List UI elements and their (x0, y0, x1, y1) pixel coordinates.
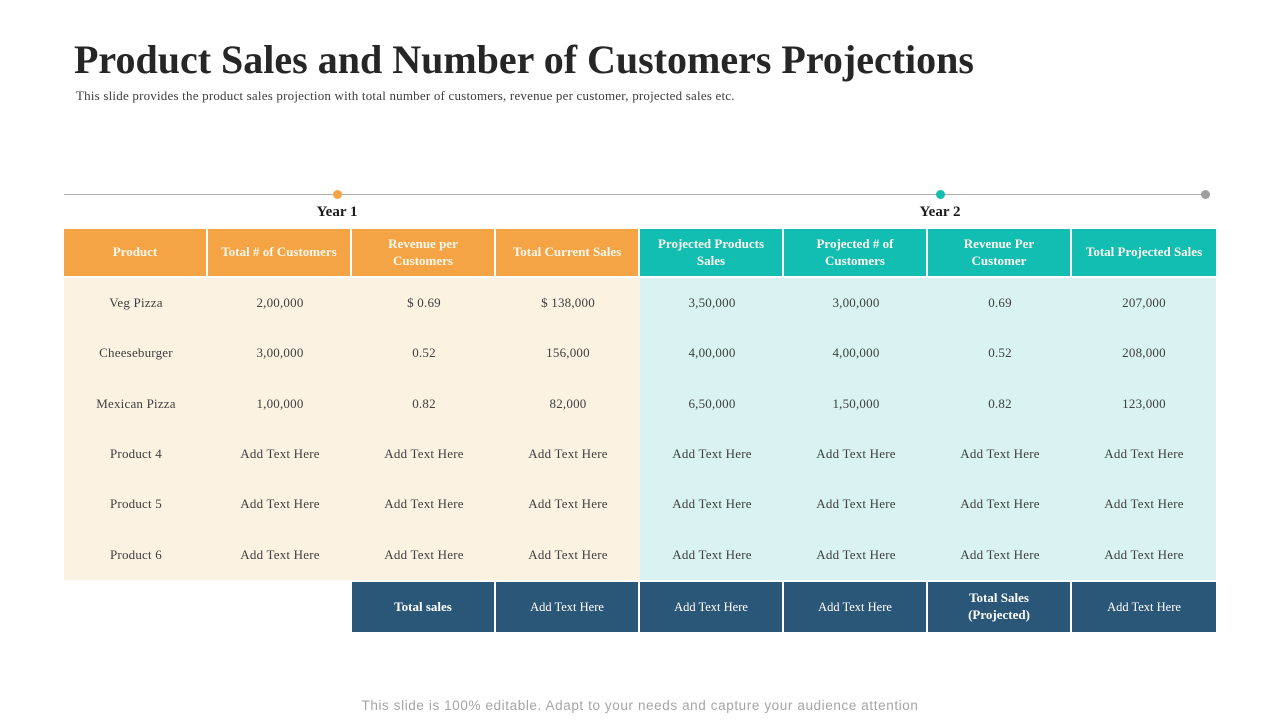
table-cell: 2,00,000 (208, 278, 352, 328)
year1-marker-dot (333, 190, 342, 199)
table-cell: 208,000 (1072, 328, 1216, 378)
table-cell: Mexican Pizza (64, 379, 208, 429)
table-cell: Product 6 (64, 530, 208, 580)
table-cell: Add Text Here (928, 530, 1072, 580)
column-header-projected-products-sales: Projected Products Sales (640, 229, 784, 276)
table-cell: 3,00,000 (784, 278, 928, 328)
table-cell: 0.82 (352, 379, 496, 429)
table-row-cheeseburger (64, 328, 1216, 378)
table-cell: 1,50,000 (784, 379, 928, 429)
table-cell: 3,00,000 (208, 328, 352, 378)
table-row-veg-pizza (64, 278, 1216, 328)
table-cell: 3,50,000 (640, 278, 784, 328)
column-header-total-current-sales: Total Current Sales (496, 229, 640, 276)
year2-label: Year 2 (919, 204, 961, 220)
table-cell: 0.82 (928, 379, 1072, 429)
page-title: Product Sales and Number of Customers Projections (74, 37, 974, 82)
total-row-cell: Add Text Here (784, 582, 928, 632)
timeline-end-dot (1201, 190, 1210, 199)
column-header-total-projected-sales: Total Projected Sales (1072, 229, 1216, 276)
table-row-product-4 (64, 429, 1216, 479)
table-cell: 156,000 (496, 328, 640, 378)
table-cell: 82,000 (496, 379, 640, 429)
table-cell: Add Text Here (928, 429, 1072, 479)
column-header-revenue-per-customers: Revenue per Customers (352, 229, 496, 276)
table-cell: Veg Pizza (64, 278, 208, 328)
table-row-product-6 (64, 530, 1216, 580)
table-cell: 6,50,000 (640, 379, 784, 429)
table-cell: 123,000 (1072, 379, 1216, 429)
table-cell: $ 138,000 (496, 278, 640, 328)
table-cell: Add Text Here (640, 479, 784, 529)
total-sales-cell: Total sales (352, 582, 496, 632)
table-cell: Add Text Here (208, 530, 352, 580)
table-cell: Add Text Here (1072, 429, 1216, 479)
table-cell: 0.52 (928, 328, 1072, 378)
table-cell: Add Text Here (208, 429, 352, 479)
table-total-row (352, 582, 1216, 632)
column-header-revenue-per-customer: Revenue Per Customer (928, 229, 1072, 276)
table-cell: Add Text Here (640, 429, 784, 479)
table-cell: Cheeseburger (64, 328, 208, 378)
table-cell: Add Text Here (640, 530, 784, 580)
table-cell: Add Text Here (1072, 479, 1216, 529)
table-body (64, 278, 1216, 580)
table-cell: Add Text Here (784, 479, 928, 529)
table-header-row (64, 229, 1216, 276)
table-cell: Product 5 (64, 479, 208, 529)
table-row-mexican-pizza (64, 379, 1216, 429)
table-cell: 1,00,000 (208, 379, 352, 429)
total-row-cell: Add Text Here (1072, 582, 1216, 632)
table-cell: Add Text Here (928, 479, 1072, 529)
table-cell: 4,00,000 (784, 328, 928, 378)
year2-marker-dot (936, 190, 945, 199)
table-row-product-5 (64, 479, 1216, 529)
table-cell: Add Text Here (352, 429, 496, 479)
column-header-projected-customers: Projected # of Customers (784, 229, 928, 276)
table-cell: 0.52 (352, 328, 496, 378)
table-cell: Add Text Here (1072, 530, 1216, 580)
table-cell: Add Text Here (784, 530, 928, 580)
total-row-cell: Add Text Here (496, 582, 640, 632)
page-subtitle: This slide provides the product sales projection with total number of customers, revenue per customer, projected sales etc. (76, 88, 735, 103)
total-row-cell: Add Text Here (640, 582, 784, 632)
table-cell: Add Text Here (496, 479, 640, 529)
total-sales-projected-cell: Total Sales (Projected) (928, 582, 1072, 632)
table-cell: Add Text Here (208, 479, 352, 529)
table-cell: 207,000 (1072, 278, 1216, 328)
projection-table (64, 229, 1216, 580)
table-cell: Product 4 (64, 429, 208, 479)
table-cell: Add Text Here (496, 429, 640, 479)
table-cell: Add Text Here (784, 429, 928, 479)
table-cell: $ 0.69 (352, 278, 496, 328)
column-header-product: Product (64, 229, 208, 276)
timeline-line (64, 194, 1207, 195)
table-cell: Add Text Here (352, 530, 496, 580)
editable-footnote: This slide is 100% editable. Adapt to your needs and capture your audience attention (361, 698, 919, 713)
table-cell: 4,00,000 (640, 328, 784, 378)
table-cell: Add Text Here (496, 530, 640, 580)
column-header-total-customers: Total # of Customers (208, 229, 352, 276)
table-cell: 0.69 (928, 278, 1072, 328)
table-cell: Add Text Here (352, 479, 496, 529)
year1-label: Year 1 (316, 204, 358, 220)
